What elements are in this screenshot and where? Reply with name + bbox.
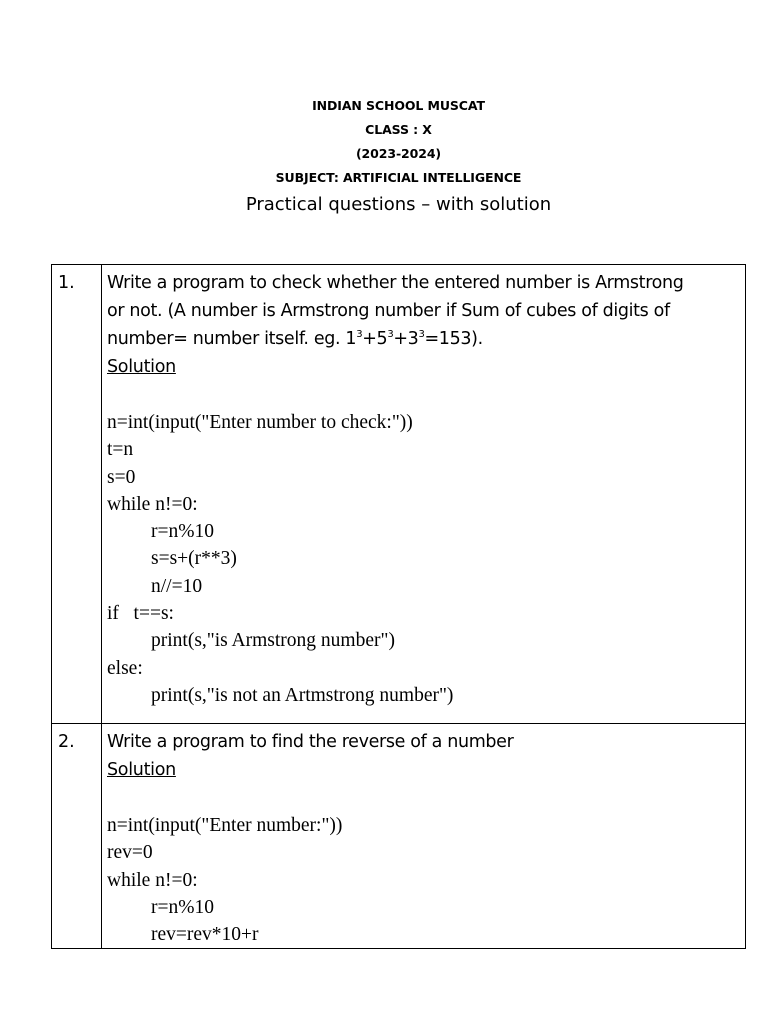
code-line: while n!=0: (107, 493, 198, 515)
code-line: s=s+(r**3) (151, 548, 237, 570)
solution-label: Solution (107, 760, 176, 780)
code-line: print(s,"is not an Artmstrong number") (151, 684, 454, 706)
code-line: while n!=0: (107, 869, 198, 891)
question-text-line: Write a program to check whether the entered number is Armstrong (107, 273, 684, 293)
academic-year: (2023-2024) (355, 146, 442, 161)
code-block (107, 812, 741, 948)
solution-label: Solution (107, 357, 176, 377)
superscript: 3 (387, 329, 394, 340)
superscript: 3 (356, 329, 363, 340)
code-line: else: (107, 657, 143, 679)
question-text-line: Write a program to find the reverse of a number (107, 732, 514, 752)
code-line: t=n (107, 439, 134, 461)
questions-table (51, 264, 746, 949)
question-number: 2. (52, 724, 102, 949)
code-line: r=n%10 (151, 896, 214, 918)
question-text-fragment: +5 (362, 329, 388, 349)
code-line: n=int(input("Enter number:")) (107, 815, 343, 836)
question-row (52, 724, 746, 949)
school-name: INDIAN SCHOOL MUSCAT (312, 98, 485, 113)
question-body (102, 265, 746, 724)
code-block (107, 409, 741, 709)
question-number: 1. (52, 265, 102, 724)
document-header (0, 94, 768, 220)
code-line: rev=rev*10+r (151, 924, 259, 946)
document-subtitle: Practical questions – with solution (245, 194, 552, 215)
superscript: 3 (418, 329, 425, 340)
code-line: s=0 (107, 466, 136, 488)
code-line: rev=0 (107, 842, 153, 864)
question-text-fragment: number= number itself. eg. 1 (107, 329, 357, 349)
code-line: r=n%10 (151, 521, 214, 543)
question-body (102, 724, 746, 949)
class-label: CLASS : X (365, 122, 432, 137)
code-line: n//=10 (151, 575, 203, 597)
question-text-line (107, 325, 741, 353)
question-text-line: or not. (A number is Armstrong number if Sum of cubes of digits of (107, 301, 670, 321)
subject-label: SUBJECT: ARTIFICIAL INTELLIGENCE (275, 170, 522, 185)
code-line: print(s,"is Armstrong number") (151, 630, 395, 652)
question-row (52, 265, 746, 724)
code-line: if t==s: (107, 603, 174, 625)
question-text-fragment: =153). (424, 329, 483, 349)
code-line: n=int(input("Enter number to check:")) (107, 412, 413, 433)
question-text-fragment: +3 (393, 329, 419, 349)
